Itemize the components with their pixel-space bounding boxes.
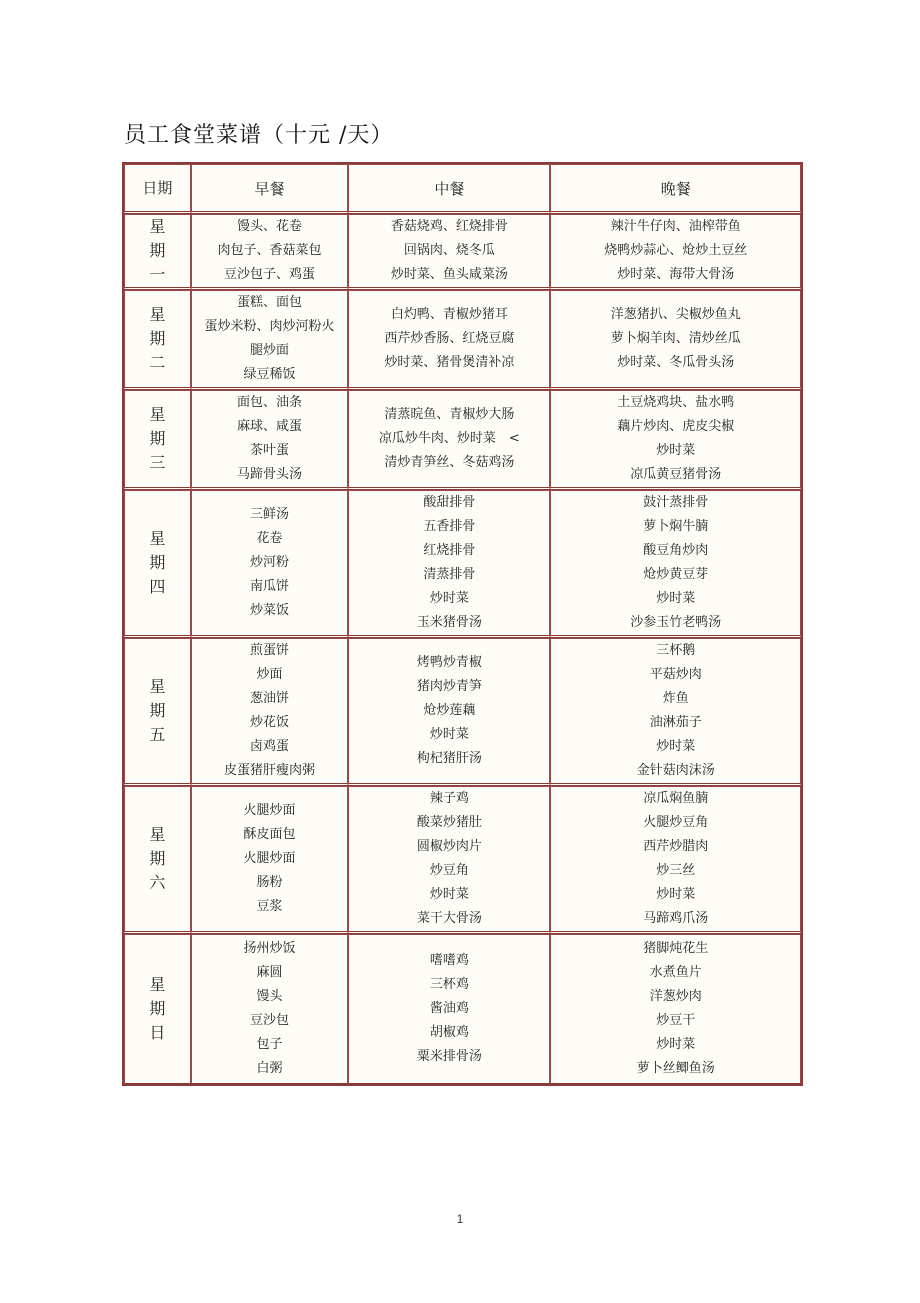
dish-item: 胡椒鸡 [429,1025,469,1040]
dish-item: 面包、油条 [236,395,302,410]
dish-item: 茶叶蛋 [249,443,289,458]
dish-item: 酱油鸡 [429,1001,469,1016]
dish-item: 花卷 [256,531,283,546]
day-label: 星期五 [149,677,166,744]
dish-item: 沙参玉竹老鸭汤 [630,615,722,630]
dish-item: 炒豆角 [429,863,469,878]
dish-item: 萝卜丝鲫鱼汤 [636,1061,715,1076]
lunch-cell [348,214,550,290]
dish-item: 藕片炒肉、虎皮尖椒 [617,419,735,434]
day-cell [124,934,191,1084]
dish-item: 平菇炒肉 [649,667,702,682]
day-label: 星期六 [149,825,166,892]
table-row [124,390,801,490]
dish-item: 西芹炒腊肉 [643,839,709,854]
dish-item: 红烧排骨 [423,543,476,558]
dinner-cell [550,786,801,934]
lunch-cell [348,638,550,786]
dinner-cell [550,638,801,786]
dish-item: 三鲜汤 [249,507,289,522]
dish-item: 嗜嗜鸡 [429,953,469,968]
dish-item: 南瓜饼 [249,579,289,594]
dish-item: 炒三丝 [656,863,696,878]
dish-item: 炒时菜 [656,887,696,902]
dish-item: 炒时菜、冬瓜骨头汤 [617,355,735,370]
dish-item: 馒头、花卷 [236,219,302,234]
dish-item: 皮蛋猪肝瘦肉粥 [223,763,315,778]
dish-item: 炒花饭 [249,715,289,730]
table-row [124,214,801,290]
dish-item: 粟米排骨汤 [416,1049,482,1064]
dish-item: 金针菇肉沫汤 [636,763,715,778]
dish-item: 洋葱猪扒、尖椒炒鱼丸 [610,307,741,322]
dish-item: 白灼鸭、青椒炒猪耳 [390,307,508,322]
table-row [124,786,801,934]
dish-item: 炒河粉 [249,555,289,570]
day-label: 星期二 [149,305,166,372]
dish-item: 炒面 [256,667,283,682]
dish-item: 豆沙包子、鸡蛋 [223,267,315,282]
breakfast-cell [191,490,349,638]
dish-item: 清蒸晥鱼、青椒炒大肠 [384,407,515,422]
dish-item: 烧鸭炒蒜心、炝炒土豆丝 [604,243,748,258]
dinner-cell [550,390,801,490]
lunch-cell [348,290,550,390]
table-row [124,934,801,1084]
dinner-cell [550,290,801,390]
dish-item: 烤鸭炒青椒 [416,655,482,670]
header-dinner: 晚餐 [550,164,801,214]
dish-item: 五香排骨 [423,519,476,534]
breakfast-cell [191,638,349,786]
day-label: 星期一 [149,217,166,284]
breakfast-cell [191,290,349,390]
dish-item: 炒时菜 [429,591,469,606]
dish-item: 枸杞猪肝汤 [416,751,482,766]
day-cell [124,390,191,490]
dinner-cell [550,490,801,638]
day-cell [124,490,191,638]
dish-item: 西芹炒香肠、红烧豆腐 [384,331,515,346]
dish-item: 卤鸡蛋 [249,739,289,754]
dish-item: 油淋茄子 [649,715,702,730]
lunch-cell [348,786,550,934]
dish-item: 炒时菜、猪骨煲清补凉 [384,355,515,370]
table-row [124,490,801,638]
dinner-cell [550,934,801,1084]
dish-item: 炒时菜 [656,591,696,606]
dish-item: 凉瓜焖鱼腩 [643,791,709,806]
dish-item: 肉包子、香菇菜包 [217,243,322,258]
dish-item: 炸鱼 [662,691,689,706]
dish-item: 凉瓜炒牛肉、炒时菜 < [378,431,520,446]
dish-item: 煎蛋饼 [249,643,289,658]
dish-item: 辣汁牛仔肉、油榨带鱼 [610,219,741,234]
day-label: 星期三 [149,405,166,472]
day-cell [124,214,191,290]
dish-item: 马蹄骨头汤 [236,467,302,482]
dish-item: 三杯鹅 [656,643,696,658]
dish-item: 扬州炒饭 [243,941,296,956]
dish-item: 辣子鸡 [429,791,469,806]
dish-item: 马蹄鸡爪汤 [643,911,709,926]
dish-item: 酥皮面包 [243,827,296,842]
dish-item: 猪脚炖花生 [643,941,709,956]
dish-item: 回锅肉、烧冬瓜 [403,243,495,258]
dish-item: 三杯鸡 [429,977,469,992]
dish-item: 馒头 [256,989,283,1004]
dish-item: 酸菜炒猪肚 [416,815,482,830]
breakfast-cell [191,214,349,290]
dish-item: 绿豆稀饭 [243,367,296,382]
breakfast-cell [191,934,349,1084]
dish-item: 清炒青笋丝、冬菇鸡汤 [384,455,515,470]
dish-item: 腿炒面 [249,343,289,358]
dish-item: 麻圆 [256,965,283,980]
dish-item: 菜干大骨汤 [416,911,482,926]
day-cell [124,290,191,390]
dish-item: 圆椒炒肉片 [416,839,482,854]
dish-item: 猪肉炒青笋 [416,679,482,694]
dish-item: 炒菜饭 [249,603,289,618]
dish-item: 豆沙包 [249,1013,289,1028]
dish-item: 葱油饼 [249,691,289,706]
dish-item: 白粥 [256,1061,283,1076]
dish-item: 肠粉 [256,875,283,890]
dish-item: 香菇烧鸡、红烧排骨 [390,219,508,234]
dish-item: 蛋炒米粉、肉炒河粉火 [204,319,335,334]
dish-item: 炝炒莲藕 [423,703,476,718]
dish-item: 洋葱炒肉 [649,989,702,1004]
dish-item: 火腿炒豆角 [643,815,709,830]
day-label: 星期四 [149,529,166,596]
breakfast-cell [191,786,349,934]
header-lunch: 中餐 [348,164,550,214]
dish-item: 炒时菜 [656,739,696,754]
dish-item: 水煮鱼片 [649,965,702,980]
dish-item: 凉瓜黄豆猪骨汤 [630,467,722,482]
dish-item: 萝卜焖羊肉、清炒丝瓜 [610,331,741,346]
dish-item: 包子 [256,1037,283,1052]
dish-item: 炒时菜 [429,727,469,742]
day-cell [124,786,191,934]
dish-item: 豆浆 [256,899,283,914]
dish-item: 鼓汁蒸排骨 [643,495,709,510]
lunch-cell [348,934,550,1084]
table-row [124,638,801,786]
lunch-cell [348,390,550,490]
dish-item: 清蒸排骨 [423,567,476,582]
dish-item: 酸甜排骨 [423,495,476,510]
menu-table [122,162,803,1086]
header-breakfast: 早餐 [191,164,349,214]
dish-item: 火腿炒面 [243,803,296,818]
dish-item: 土豆烧鸡块、盐水鸭 [617,395,735,410]
table-row [124,290,801,390]
dish-item: 炒时菜、鱼头咸菜汤 [390,267,508,282]
dinner-cell [550,214,801,290]
dish-item: 炝炒黄豆芽 [643,567,709,582]
dish-item: 酸豆角炒肉 [643,543,709,558]
menu-body [124,214,801,1084]
dish-item: 炒时菜 [429,887,469,902]
dish-item: 玉米猪骨汤 [416,615,482,630]
page-number: 1 [456,1212,464,1226]
dish-item: 蛋糕、面包 [236,295,302,310]
dish-item: 炒豆干 [656,1013,696,1028]
dish-item: 炒时菜 [656,443,696,458]
header-date: 日期 [124,164,191,214]
dish-item: 麻球、咸蛋 [236,419,302,434]
page-title: 员工食堂菜谱（十元 /天） [124,123,394,148]
day-cell [124,638,191,786]
dish-item: 火腿炒面 [243,851,296,866]
header-row [124,164,801,214]
lunch-cell [348,490,550,638]
dish-item: 炒时菜、海带大骨汤 [617,267,735,282]
day-label: 星期日 [149,975,166,1042]
dish-item: 炒时菜 [656,1037,696,1052]
breakfast-cell [191,390,349,490]
dish-item: 萝卜焖牛腩 [643,519,709,534]
